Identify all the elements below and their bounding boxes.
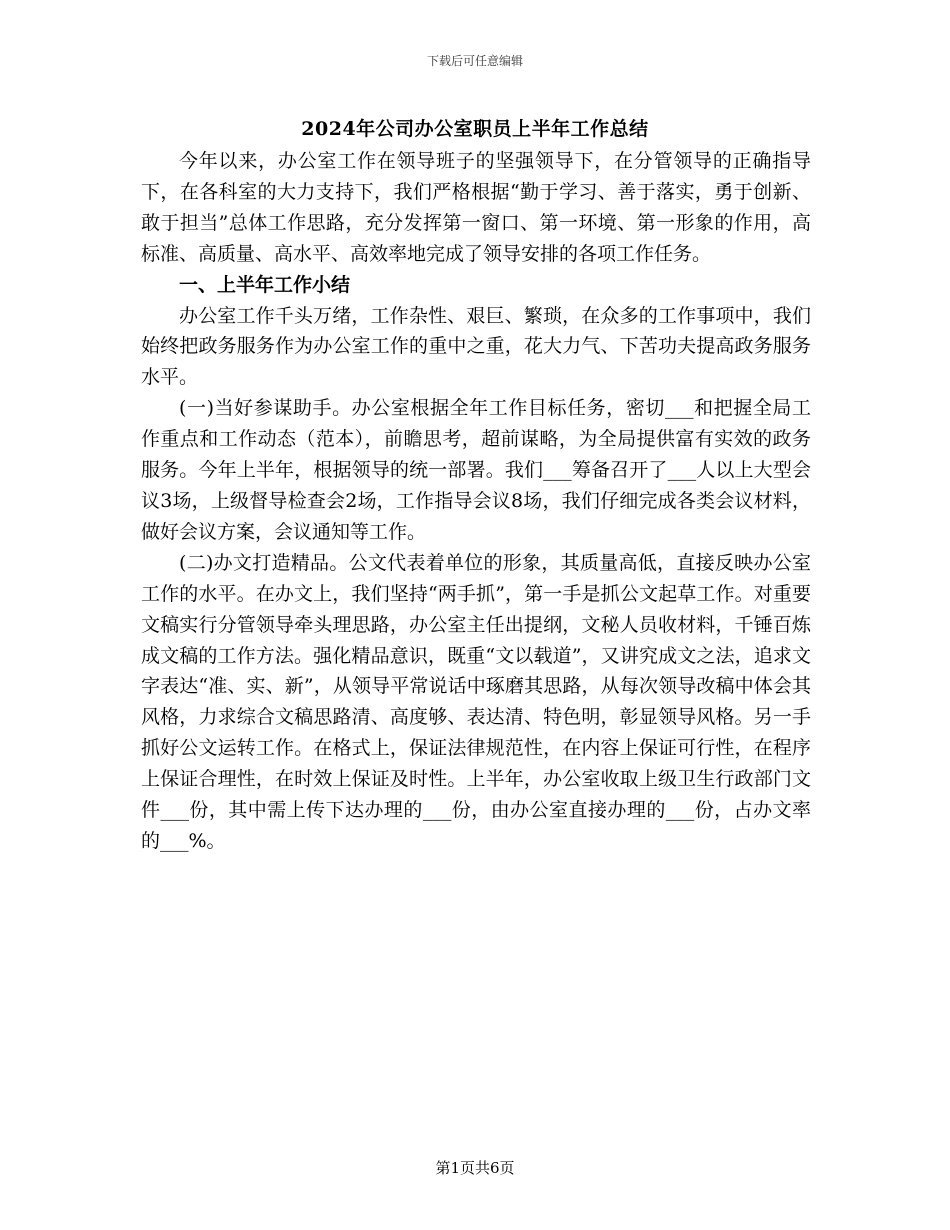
- document-body: [141, 146, 811, 857]
- section-heading: 一、上半年工作小结: [179, 273, 351, 296]
- page-number: 第1页共6页: [435, 1159, 515, 1177]
- document-title: 2024年公司办公室职员上半年工作总结: [301, 118, 649, 140]
- intro-paragraph: 今年以来，办公室工作在领导班子的坚强领导下，在分管领导的正确指导下，在各科室的大力支持下，我们严格根据“勤于学习、善于落实，勇于创新、敢于担当”总体工作思路，充分发挥第一窗口、第一环境、第一形象的作用，高标准、高质量、高水平、高效率地完成了领导安排的各项工作任务。: [141, 150, 811, 265]
- body-paragraph: (二)办文打造精品。公文代表着单位的形象，其质量高低，直接反映办公室工作的水平。在办文上，我们坚持“两手抓”，第一手是抓公文起草工作。对重要文稿实行分管领导牵头理思路，办公室主任出提纲，文秘人员收材料，千锤百炼成文稿的工作方法。强化精品意识，既重“文以载道”，又讲究成文之法，追求文字表达“准、实、新”，从领导平常说话中琢磨其思路，从每次领导改稿中体会其风格，力求综合文稿思路清、高度够、表达清、特色明，彰显领导风格。另一手抓好公文运转工作。在格式上，保证法律规范性，在内容上保证可行性，在程序上保证合理性，在时效上保证及时性。上半年，办公室收取上级卫生行政部门文件___份，其中需上传下达办理的___份，由办公室直接办理的___份，占办文率的___%。: [141, 551, 811, 852]
- body-paragraph: 办公室工作千头万绪，工作杂性、艰巨、繁琐，在众多的工作事项中，我们始终把政务服务作为办公室工作的重中之重，花大力气、下苦功夫提高政务服务水平。: [141, 304, 811, 389]
- body-paragraph: (一)当好参谋助手。办公室根据全年工作目标任务，密切___和把握全局工作重点和工作动态（范本），前瞻思考，超前谋略，为全局提供富有实效的政务服务。今年上半年，根据领导的统一部署。我们___筹备召开了___人以上大型会议3场，上级督导检查会2场，工作指导会议8场，我们仔细完成各类会议材料，做好会议方案，会议通知等工作。: [141, 397, 811, 543]
- download-note: 下载后可任意编辑: [426, 54, 523, 68]
